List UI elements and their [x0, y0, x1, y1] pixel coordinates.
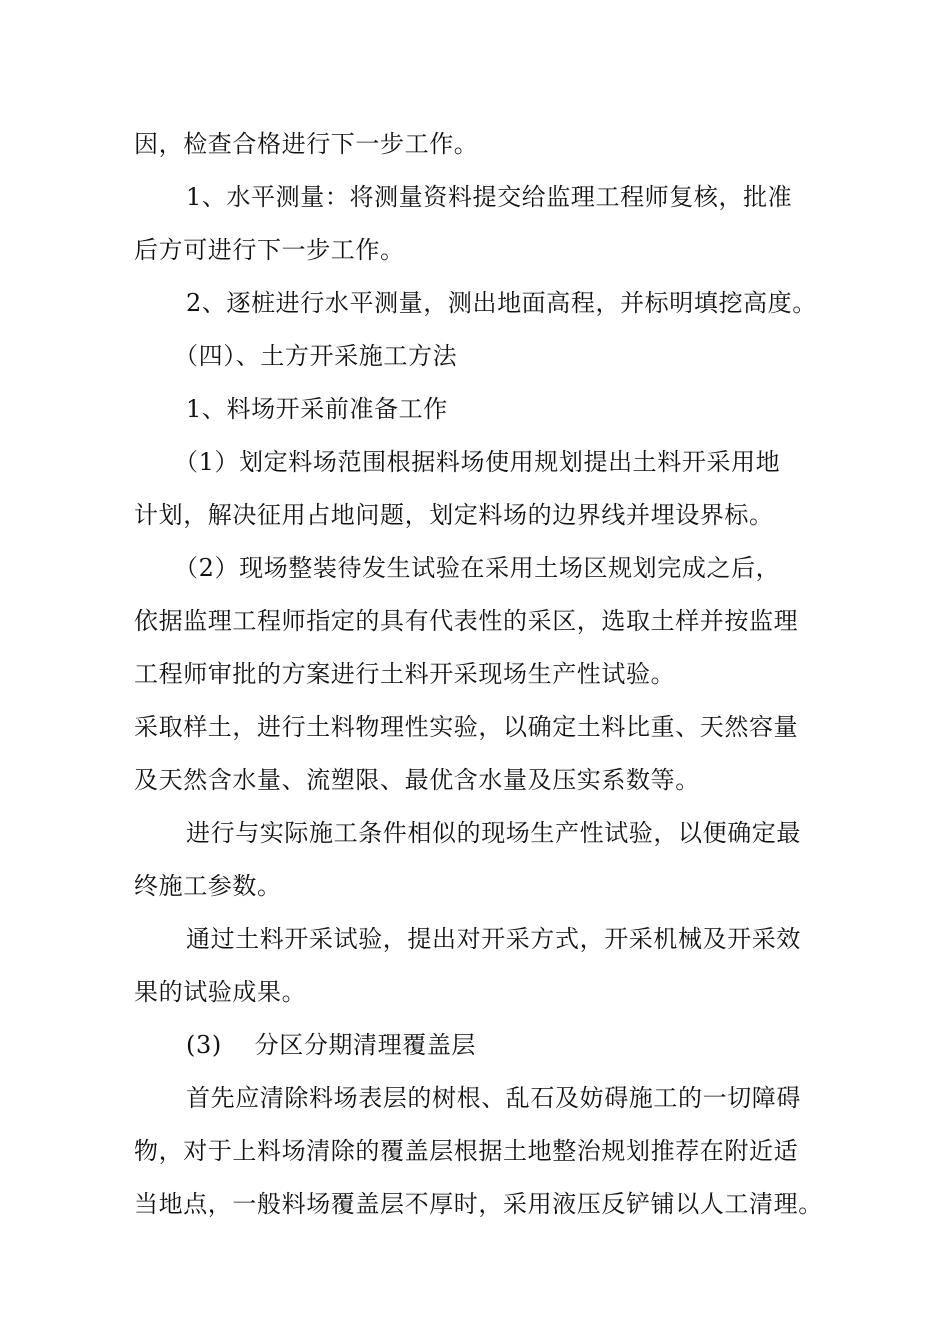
text-line: 物，对于上料场清除的覆盖层根据土地整治规划推荐在附近适 [134, 1137, 799, 1165]
subsection-heading: (3) 分区分期清理覆盖层 [186, 1031, 477, 1059]
text-line: 依据监理工程师指定的具有代表性的采区，选取土样并按监理 [134, 607, 799, 635]
text-line: 采取样土，进行土料物理性实验，以确定土料比重、天然容量 [134, 713, 799, 741]
text-line: 计划，解决征用占地问题，划定料场的边界线并埋设界标。 [134, 501, 774, 529]
text-line: 通过土料开采试验，提出对开采方式，开采机械及开采效 [186, 925, 801, 953]
text-line: （1）划定料场范围根据料场使用规划提出土料开采用地 [174, 448, 781, 476]
text-line: 首先应清除料场表层的树根、乱石及妨碍施工的一切障碍 [186, 1084, 801, 1112]
text-line: 后方可进行下一步工作。 [134, 236, 405, 264]
text-line: 1、水平测量：将测量资料提交给监理工程师复核，批准 [186, 183, 793, 211]
section-heading: （四）、土方开采施工方法 [174, 342, 458, 370]
text-line: 当地点，一般料场覆盖层不厚时，采用液压反铲铺以人工清理。 [134, 1190, 823, 1218]
text-line: 2、逐桩进行水平测量，测出地面高程，并标明填挖高度。 [186, 289, 817, 317]
text-line: 终施工参数。 [134, 872, 282, 900]
text-line: 因，检查合格进行下一步工作。 [134, 130, 479, 158]
text-line: （2）现场整装待发生试验在采用土场区规划完成之后， [174, 554, 781, 582]
text-line: 果的试验成果。 [134, 978, 307, 1006]
text-line: 及天然含水量、流塑限、最优含水量及压实系数等。 [134, 766, 700, 794]
text-line: 工程师审批的方案进行土料开采现场生产性试验。 [134, 660, 676, 688]
text-line: 进行与实际施工条件相似的现场生产性试验，以便确定最 [186, 819, 801, 847]
subsection-heading: 1、料场开采前准备工作 [186, 395, 448, 423]
